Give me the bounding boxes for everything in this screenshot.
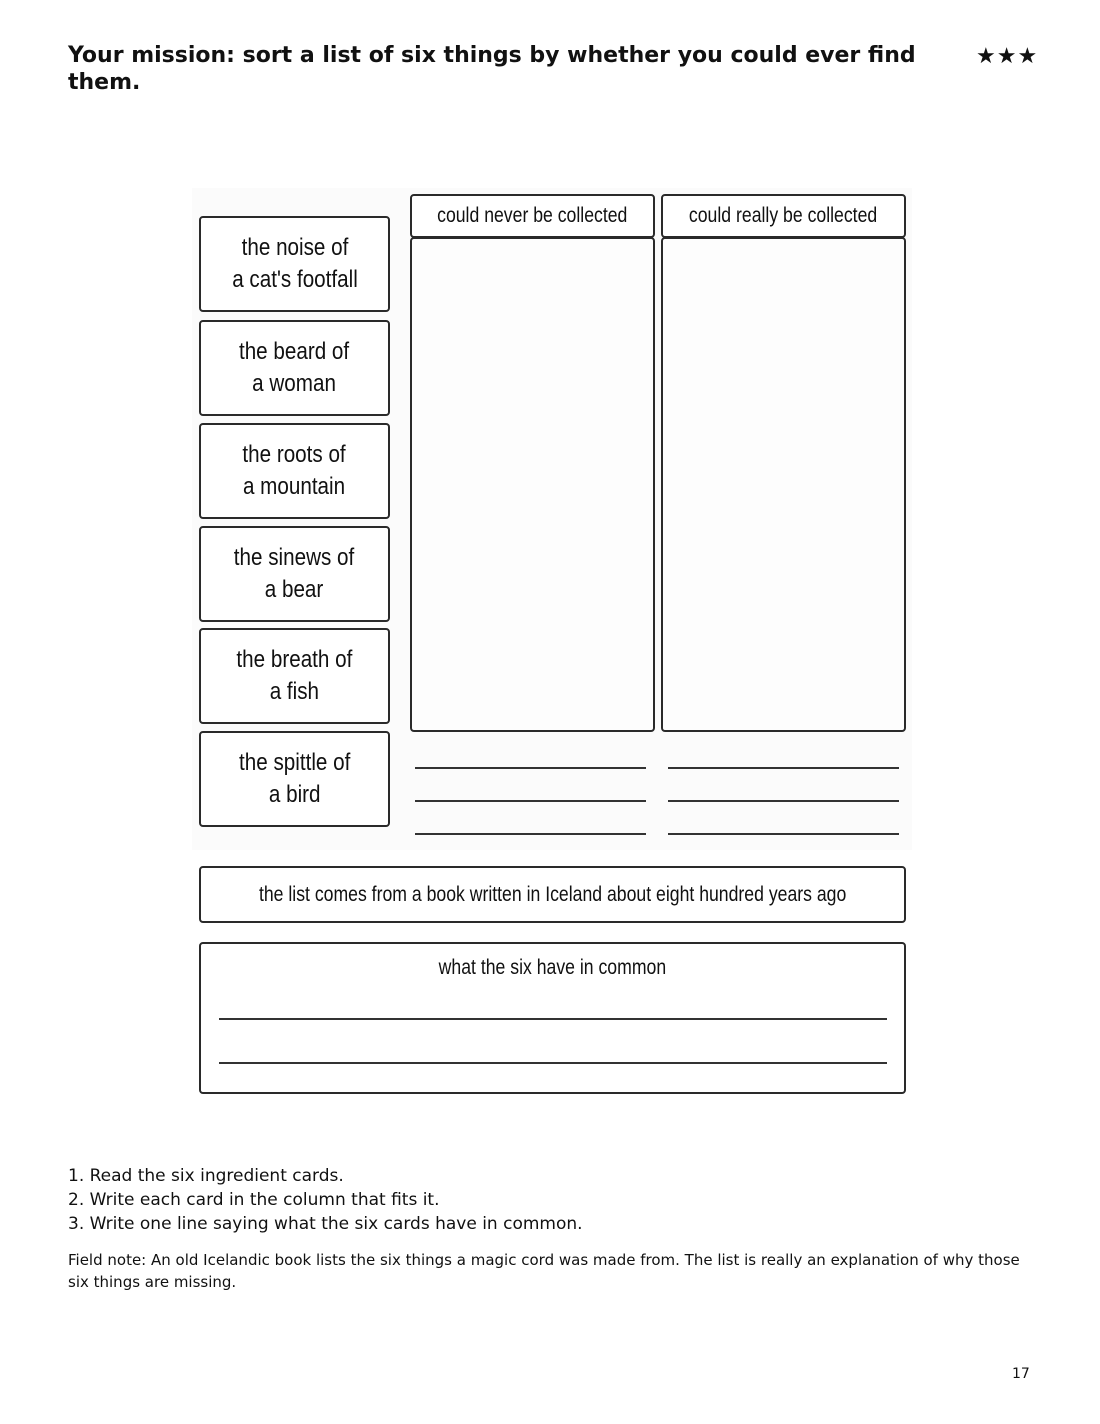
never-writing-line[interactable]: [415, 767, 646, 769]
card-text: [243, 439, 346, 503]
card-text: [239, 747, 350, 811]
page-number: 17: [1012, 1366, 1030, 1382]
instruction-item: 1. Read the six ingredient cards.: [68, 1166, 344, 1186]
card-line-1: the breath of: [236, 646, 353, 673]
instruction-item: 2. Write each card in the column that fits it.: [68, 1190, 440, 1210]
card-line-2: a bird: [268, 781, 321, 808]
card-line-2: a fish: [269, 678, 320, 705]
difficulty-stars: ★★★: [976, 44, 1039, 69]
never-writing-line[interactable]: [415, 833, 646, 835]
card-text: [239, 336, 349, 400]
ingredient-card[interactable]: [199, 216, 390, 312]
ingredient-card[interactable]: [199, 731, 390, 827]
page-title: Your mission: sort a list of six things by whether you could ever find them.: [68, 43, 916, 95]
column-really-drop-area[interactable]: [661, 237, 906, 732]
card-line-1: the noise of: [241, 234, 348, 261]
really-writing-line[interactable]: [668, 800, 899, 802]
ingredient-card[interactable]: [199, 320, 390, 416]
common-box-title-wrap: [201, 956, 904, 980]
card-line-1: the sinews of: [234, 544, 355, 571]
ingredient-card[interactable]: [199, 628, 390, 724]
ingredient-card[interactable]: [199, 423, 390, 519]
source-note-box: [199, 866, 906, 923]
card-line-1: the spittle of: [238, 749, 351, 776]
really-writing-line[interactable]: [668, 833, 899, 835]
common-writing-line[interactable]: [219, 1062, 887, 1064]
card-line-2: a mountain: [243, 473, 346, 500]
card-text: [237, 644, 353, 708]
ingredient-card[interactable]: [199, 526, 390, 622]
instruction-item: 3. Write one line saying what the six cards have in common.: [68, 1214, 583, 1234]
field-note: Field note: An old Icelandic book lists the six things a magic cord was made from. The list is really an explanation of why those six things are missing.: [68, 1251, 1020, 1291]
card-text: [232, 232, 358, 296]
column-header-really: [661, 194, 906, 238]
column-header-never: [410, 194, 655, 238]
never-writing-line[interactable]: [415, 800, 646, 802]
card-line-2: a woman: [252, 370, 337, 397]
common-box-title: what the six have in common: [438, 956, 667, 979]
card-text: [234, 542, 354, 606]
card-line-2: a bear: [265, 576, 324, 603]
really-writing-line[interactable]: [668, 767, 899, 769]
card-line-1: the beard of: [239, 338, 350, 365]
column-never-drop-area[interactable]: [410, 237, 655, 732]
common-answer-box: [199, 942, 906, 1094]
column-header-label: could really be collected: [689, 204, 878, 227]
card-line-2: a cat's footfall: [231, 266, 358, 293]
common-writing-line[interactable]: [219, 1018, 887, 1020]
card-line-1: the roots of: [242, 441, 347, 468]
source-note-text: the list comes from a book written in Iceland about eight hundred years ago: [258, 882, 847, 906]
column-header-label: could never be collected: [437, 204, 628, 227]
instructions-list: [68, 1164, 583, 1236]
